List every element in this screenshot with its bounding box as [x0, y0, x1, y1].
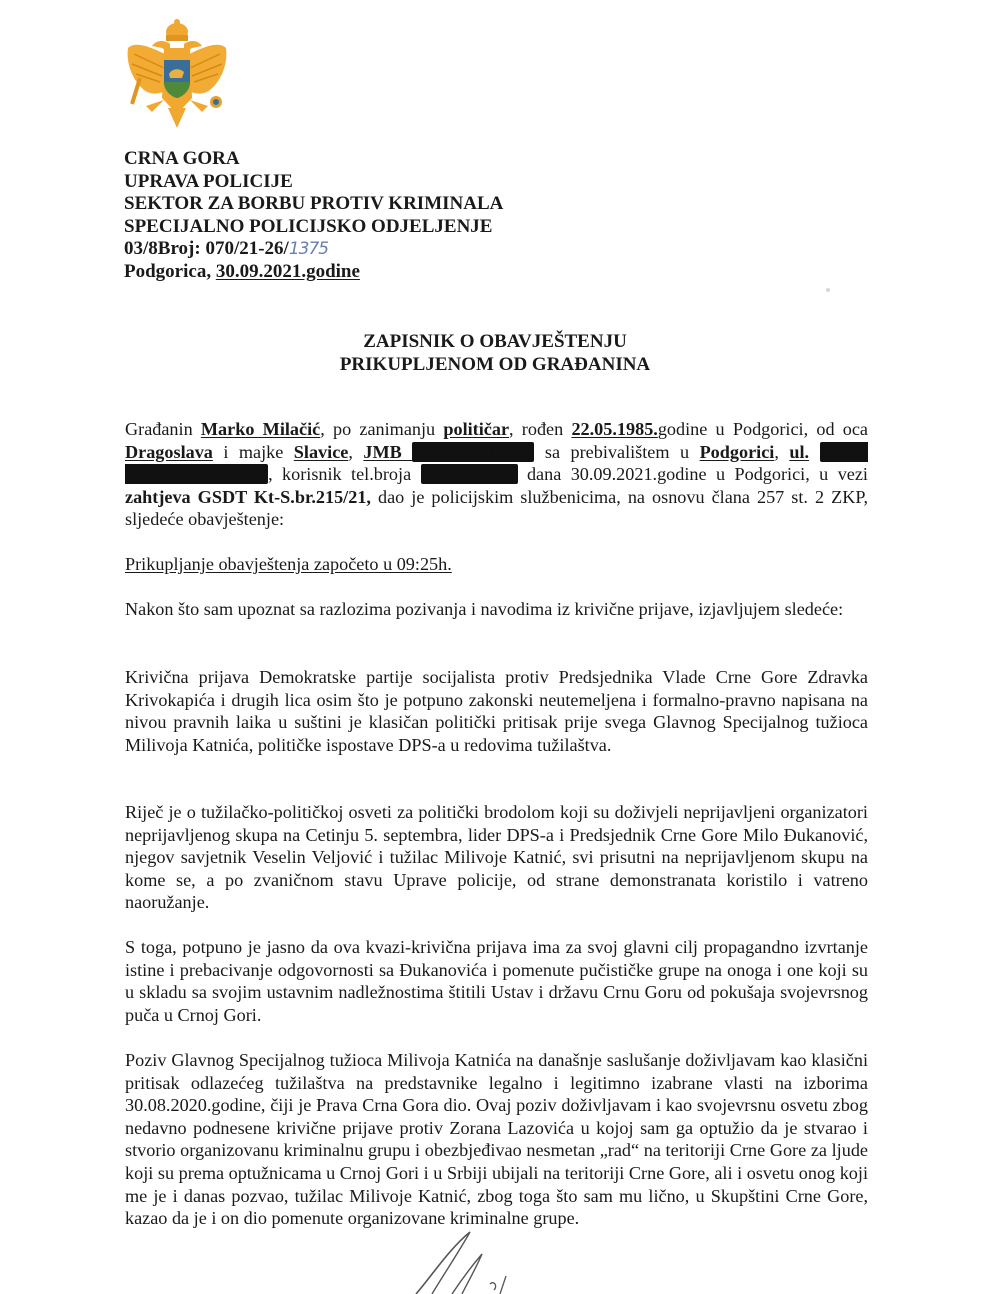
reference-number: 03/8Broj: 070/21-26/1375: [124, 238, 329, 260]
citizen-name: Marko Milačić: [200, 419, 321, 439]
document-date: 30.09.2021.godine: [215, 260, 360, 282]
statement-paragraph-5: Poziv Glavnog Specijalnog tužioca Milivoja Katnića na današnje saslušanje doživljavam kao klasični pritisak odlazećeg tužilaštva na predstavnike legalno i legitimno izabrane vlasti na izborima 30.08.2020.godine, čiji je Prava Crna Gora dio. Ovaj poziv doživljavam i kao svojevrsnu osvetu zbog nedavno podnesene krivične prijave protiv Zorana Lazovića u kojoj sam ga optužio da je stvarao i stvorio organizovanu kriminalnu grupu i obezbjeđivao nesmetan „rad“ na teritoriji Crne Gore za ljude koji su prema optužnicama u Crnoj Gori i u Srbiji ubijali na teritoriji Crne Gore, ali i osvetu onog koji me je i danas pozvao, tužilac Milivoje Katnić, zbog toga što sam mu lično, u Skupštini Crne Gore, kazao da je i on dio pomenute organizovane kriminalne grupe.: [125, 1050, 868, 1229]
redacted-jmb: 2205985210016: [414, 441, 533, 462]
father-name: Dragoslava: [125, 441, 213, 462]
start-time-note: Prikupljanje obavještenja započeto u 09:25h.: [125, 554, 452, 574]
statement-paragraph-4: S toga, potpuno je jasno da ova kvazi-krivična prijava ima za svoj glavni cilj propagandno izvrtanje istine i prebacivanje odgovornosti sa Đukanovića i pomenute pučističke grupe na onoga i one koji su u skladu sa svojim ustavnim nadležnostima štitili Ustav i državu Crnu Goru od pokušaja svojevrsnog puča u Crnoj Gori.: [125, 937, 868, 1025]
coat-of-arms-icon: [124, 18, 230, 130]
request-reference: zahtjeva GSDT Kt-S.br.215/21,: [125, 486, 371, 507]
intro-paragraph: Građanin Marko Milačić, po zanimanju političar, rođen 22.05.1985.godine u Podgorici, od oca Dragoslava i majke Slavice, JMB 2205985210016 sa prebivalištem u Podgorici, ul. Veljka Vlahovića broj 32 , korisnik tel.broja 067/420-252 dana 30.09.2021.godine u Podgorici, u vezi zahtjeva GSDT Kt-S.br.215/21, dao je policijskim službenicima, na osnovu člana 257 st. 2 ZKP, sljedeće obavještenje:: [125, 419, 868, 530]
jmb-label: JMB: [363, 441, 413, 462]
redacted-street: Veljka Vlahovića broj 32: [125, 441, 868, 485]
statement-paragraph-1: Nakon što sam upoznat sa razlozima pozivanja i navodima iz krivične prijave, izjavljujem sledeće:: [125, 599, 844, 619]
department-name: SPECIJALNO POLICIJSKO ODJELJENJE: [124, 215, 493, 237]
residence-city: Podgorici: [699, 441, 775, 462]
scan-speck: [826, 288, 830, 292]
sector-name: SEKTOR ZA BORBU PROTIV KRIMINALA: [124, 193, 504, 215]
date-of-birth: 22.05.1985.: [571, 419, 658, 439]
statement-paragraph-2: Krivična prijava Demokratske partije socijalista protiv Predsjednika Vlade Crne Gore Zdravka Krivokapića i drugih lica osim što je potpuno zakonski neutemeljena i formalno-pravno napisana na nivou pravnih laika u suštini je klasičan politički pritisak prije svega Glavnog Specijalnog tužioca Milivoja Katnića, političke ispostave DPS-a u redovima tužilaštva.: [125, 667, 868, 755]
document-title: ZAPISNIK O OBAVJEŠTENJU PRIKUPLJENOM OD GRAĐANINA: [339, 331, 651, 375]
place-date: Podgorica, 30.09.2021.godine: [124, 260, 360, 282]
country-name: CRNA GORA: [124, 148, 240, 169]
redacted-phone: 067/420-252: [422, 464, 516, 485]
occupation: političar: [443, 419, 510, 439]
mother-name: Slavice: [293, 441, 349, 462]
street-label: ul.: [789, 441, 810, 462]
handwritten-reference: 1375: [288, 239, 329, 260]
statement-paragraph-3: Riječ je o tužilačko-političkoj osveti za politički brodolom koji su doživjeli neprijavljeni organizatori neprijavljenog skupa na Cetinju 5. septembra, lider DPS-a i Predsjednik Crne Gore Milo Đukanović, njegov savjetnik Veselin Veljović i tužilac Milivoje Katnić, svi prisutni na neprijavljenom skupu na kome se, a po zvaničnom stavu Uprave policije, od strane demonstranata koristilo i vatreno naoružanje.: [125, 802, 868, 913]
signature-icon: [410, 1228, 530, 1294]
letterhead: [124, 148, 503, 284]
agency-name: UPRAVA POLICIJE: [124, 170, 293, 192]
